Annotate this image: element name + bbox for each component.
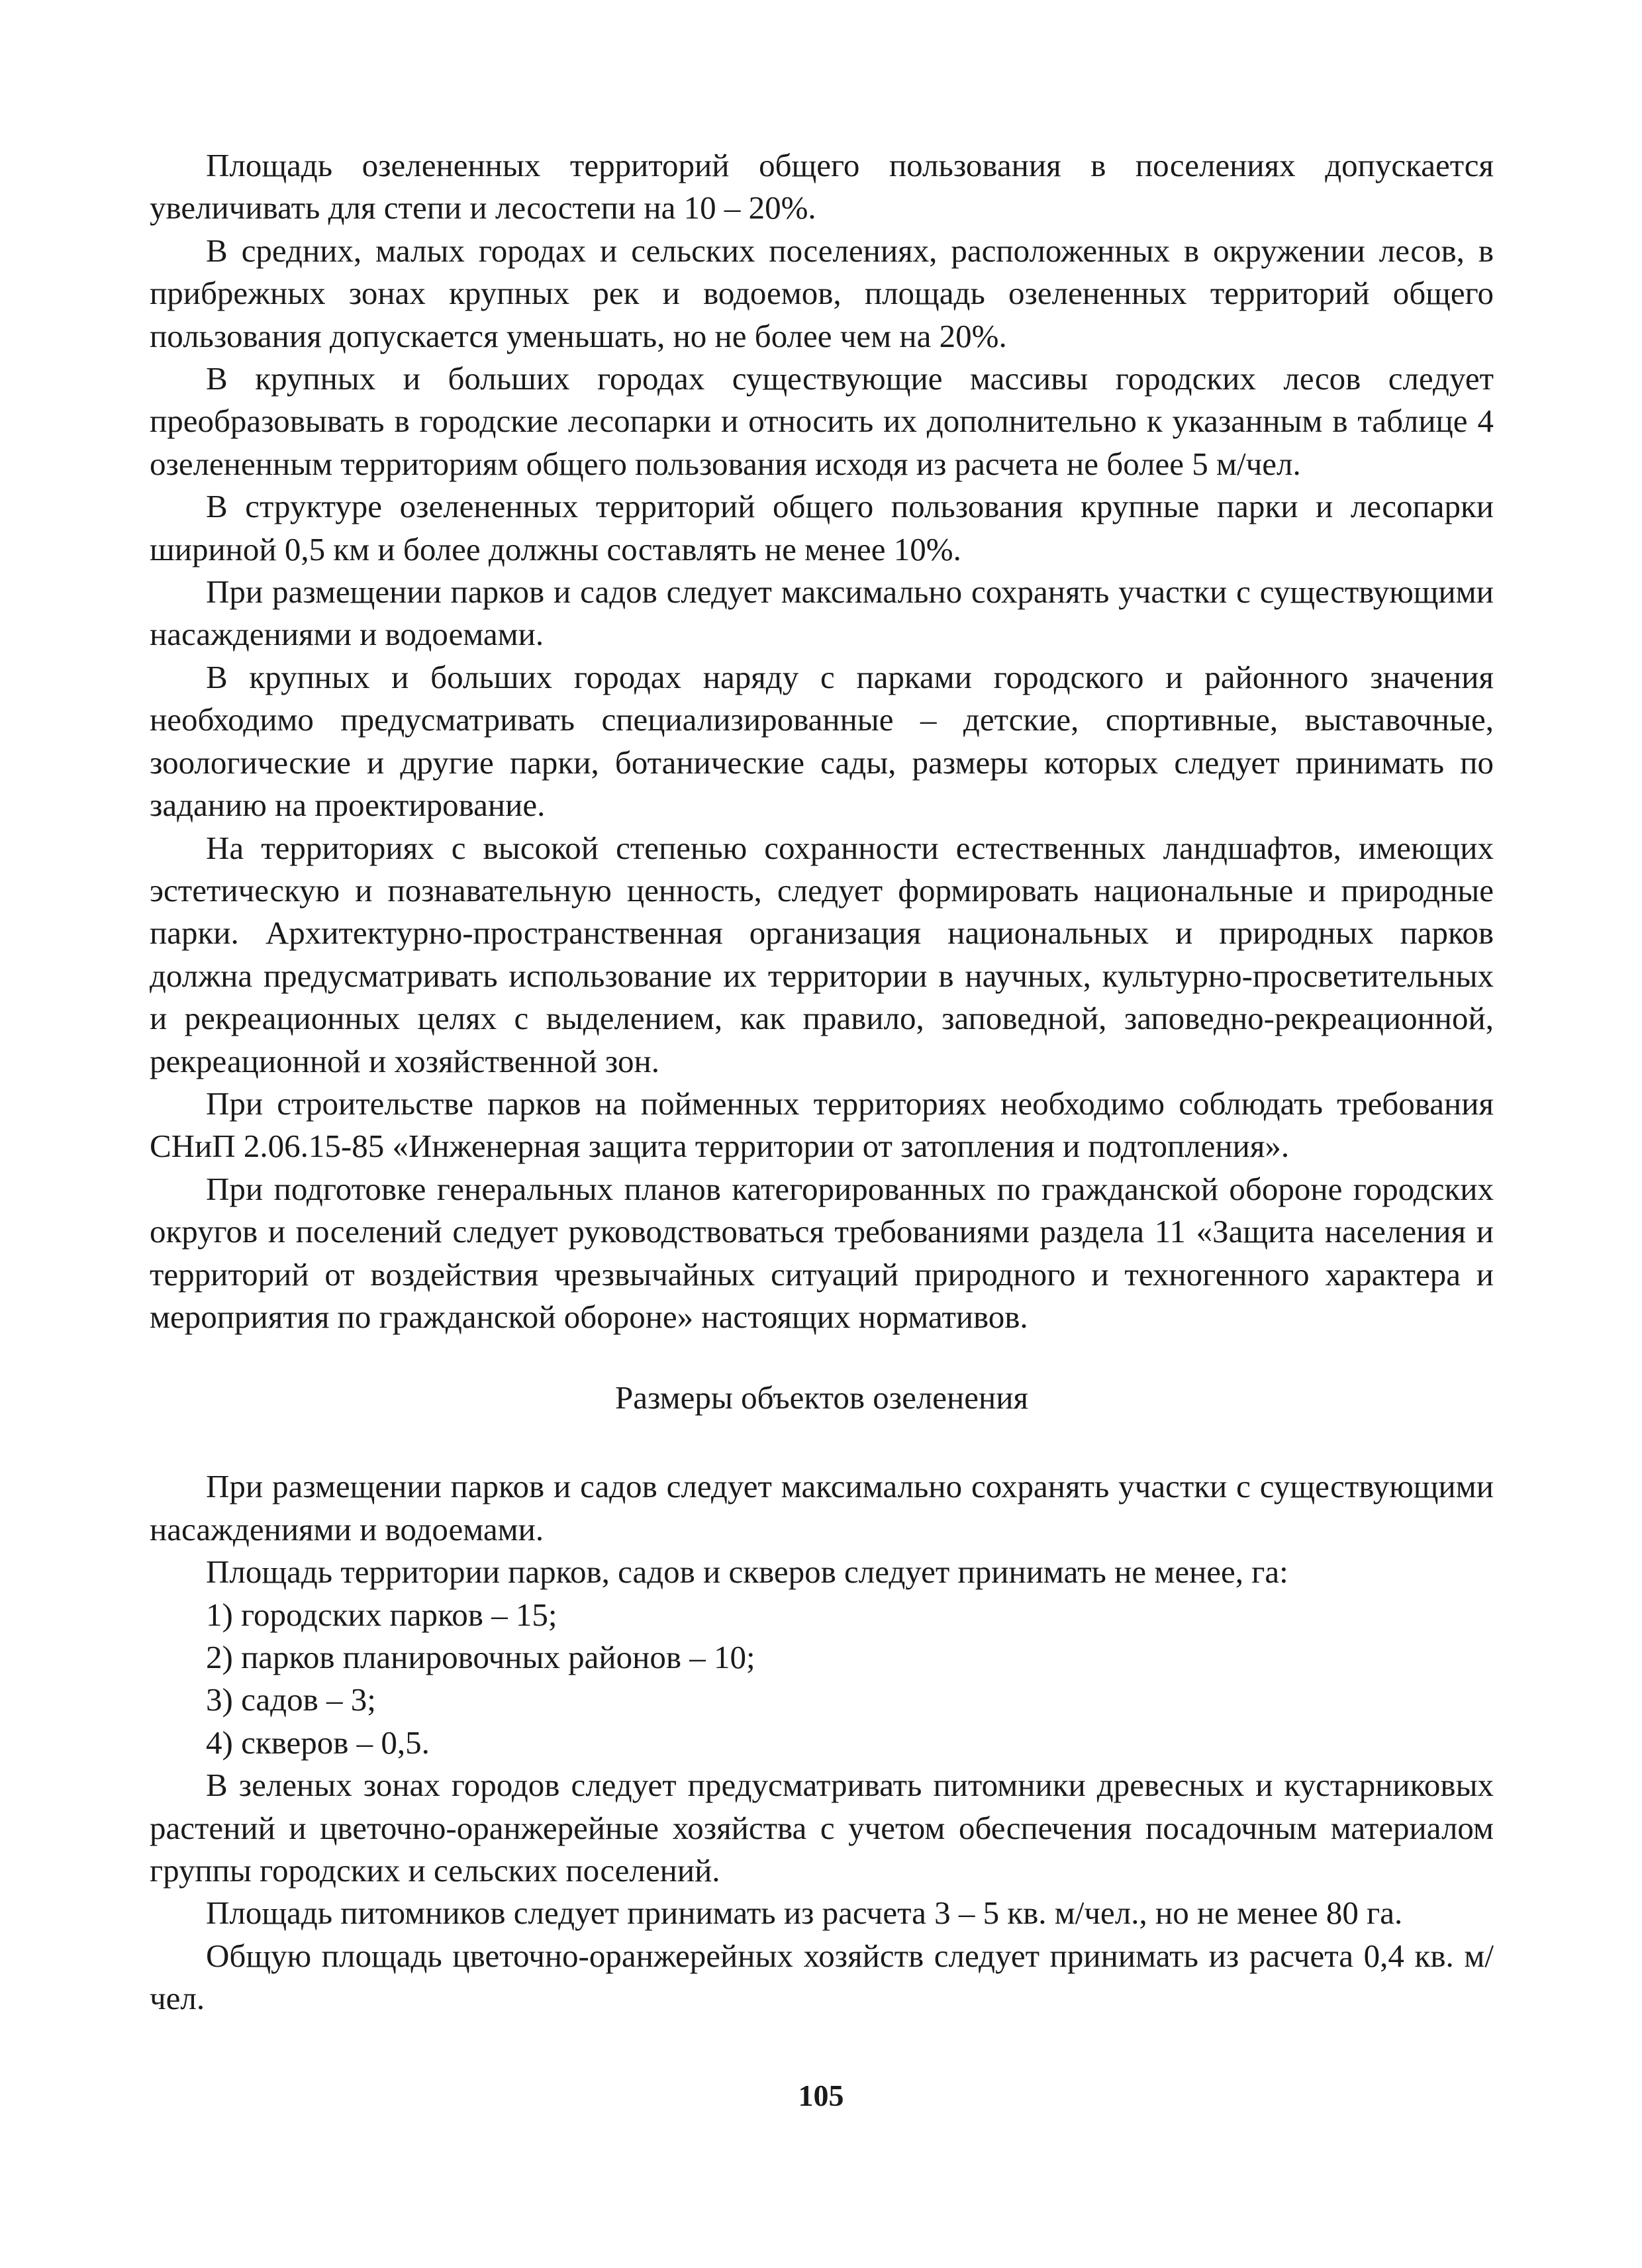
paragraph: Общую площадь цветочно-оранжерейных хозяйств следует принимать из расчета 0,4 кв. м/чел. <box>150 1937 1494 2017</box>
paragraph: В крупных и больших городах существующие массивы городских лесов следует преобразовывать в городские лесопарки и относить их дополнительно к указанным в таблице 4 озелененным территориям общего пользования исходя из расчета не более 5 м/чел. <box>150 360 1494 482</box>
paragraph: При строительстве парков на пойменных территориях необходимо соблюдать требования СНиП 2.06.15-85 «Инженерная защита территории от затопления и подтопления». <box>150 1085 1494 1165</box>
paragraph: В средних, малых городах и сельских поселениях, расположенных в окружении лесов, в прибрежных зонах крупных рек и водоемов, площадь озелененных территорий общего пользования допускается уменьшать, но не более чем на 20%. <box>150 232 1494 354</box>
paragraph: Площадь питомников следует принимать из расчета 3 – 5 кв. м/чел., но не менее 80 га. <box>206 1895 1403 1932</box>
paragraph: На территориях с высокой степенью сохранности естественных ландшафтов, имеющих эстетическую и познавательную ценность, следует формировать национальные и природные парки. Архитектурно-пространственная организация национальных и природных парков должна предусматривать использование их территории в научных, культурно-просветительных и рекреационных целях с выделением, как правило, заповедной, заповедно-рекреационной, рекреационной и хозяйственной зон. <box>150 829 1494 1079</box>
paragraph: В зеленых зонах городов следует предусматривать питомники древесных и кустарниковых растений и цветочно-оранжерейные хозяйства с учетом обеспечения посадочным материалом группы городских и сельских поселений. <box>150 1767 1494 1889</box>
paragraph: При размещении парков и садов следует максимально сохранять участки с существующими насаждениями и водоемами. <box>150 1468 1494 1548</box>
paragraph: При размещении парков и садов следует максимально сохранять участки с существующими насаждениями и водоемами. <box>150 573 1494 653</box>
paragraph: В структуре озелененных территорий общего пользования крупные парки и лесопарки шириной 0,5 км и более должны составлять не менее 10%. <box>150 488 1494 567</box>
section-heading: Размеры объектов озеленения <box>615 1379 1028 1416</box>
list-item: 2) парков планировочных районов – 10; <box>206 1639 755 1675</box>
list-item: 1) городских парков – 15; <box>206 1596 557 1633</box>
list-item: 3) садов – 3; <box>206 1681 376 1718</box>
list-item: 4) скверов – 0,5. <box>206 1724 430 1761</box>
paragraph: Площадь озелененных территорий общего пользования в поселениях допускается увеличивать для степи и лесостепи на 10 – 20%. <box>150 147 1494 226</box>
paragraph: При подготовке генеральных планов категорированных по гражданской обороне городских округов и поселений следует руководствоваться требованиями раздела 11 «Защита населения и территорий от воздействия чрезвычайных ситуаций природного и техногенного характера и мероприятия по гражданской обороне» настоящих нормативов. <box>150 1170 1494 1335</box>
page-number: 105 <box>798 2079 844 2112</box>
paragraph: Площадь территории парков, садов и скверов следует принимать не менее, га: <box>206 1553 1288 1591</box>
document-page <box>150 144 1494 2020</box>
paragraph: В крупных и больших городах наряду с парками городского и районного значения необходимо предусматривать специализированные – детские, спортивные, выставочные, зоологические и другие парки, ботанические сады, размеры которых следует принимать по заданию на проектирование. <box>150 658 1494 824</box>
